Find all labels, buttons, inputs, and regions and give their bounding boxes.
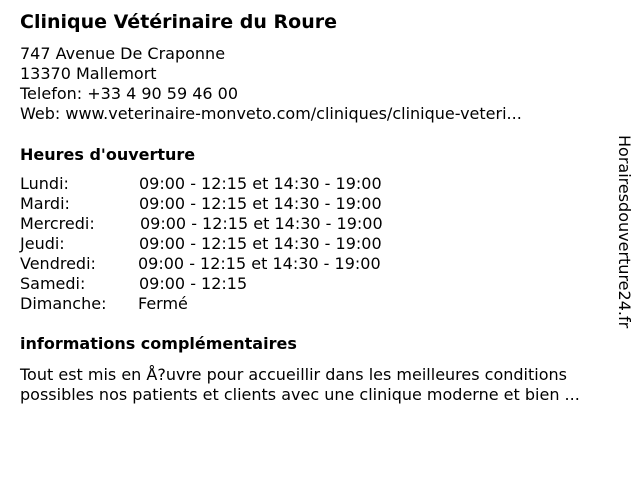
hours-time-value: 09:00 - 12:15	[139, 274, 248, 293]
additional-info-line-1: Tout est mis en Å?uvre pour accueillir dans les meilleures conditions	[20, 365, 567, 384]
address-city: 13370 Mallemort	[20, 64, 157, 83]
hours-day-label: Vendredi:	[20, 254, 96, 273]
hours-time-value: Fermé	[138, 294, 188, 313]
additional-info-line-2: possibles nos patients et clients avec une clinique moderne et bien ...	[20, 385, 580, 404]
hours-time-value: 09:00 - 12:15 et 14:30 - 19:00	[138, 254, 381, 273]
site-watermark: Horairesdouverture24.fr	[615, 135, 634, 329]
hours-day-label: Mercredi:	[20, 214, 95, 233]
clinic-name: Clinique Vétérinaire du Roure	[20, 11, 337, 33]
hours-time-value: 09:00 - 12:15 et 14:30 - 19:00	[140, 214, 383, 233]
hours-day-label: Mardi:	[20, 194, 70, 213]
hours-time-value: 09:00 - 12:15 et 14:30 - 19:00	[139, 174, 382, 193]
hours-day-label: Samedi:	[20, 274, 86, 293]
hours-day-label: Dimanche:	[20, 294, 107, 313]
address-street: 747 Avenue De Craponne	[20, 44, 226, 63]
opening-hours-heading: Heures d'ouverture	[20, 145, 196, 164]
hours-day-label: Jeudi:	[20, 234, 65, 253]
hours-day-label: Lundi:	[20, 174, 69, 193]
hours-time-value: 09:00 - 12:15 et 14:30 - 19:00	[139, 194, 382, 213]
website-line: Web: www.veterinaire-monveto.com/cliniques/clinique-veteri...	[20, 104, 522, 123]
phone-line: Telefon: +33 4 90 59 46 00	[20, 84, 239, 103]
hours-time-value: 09:00 - 12:15 et 14:30 - 19:00	[139, 234, 382, 253]
additional-info-heading: informations complémentaires	[20, 334, 297, 353]
